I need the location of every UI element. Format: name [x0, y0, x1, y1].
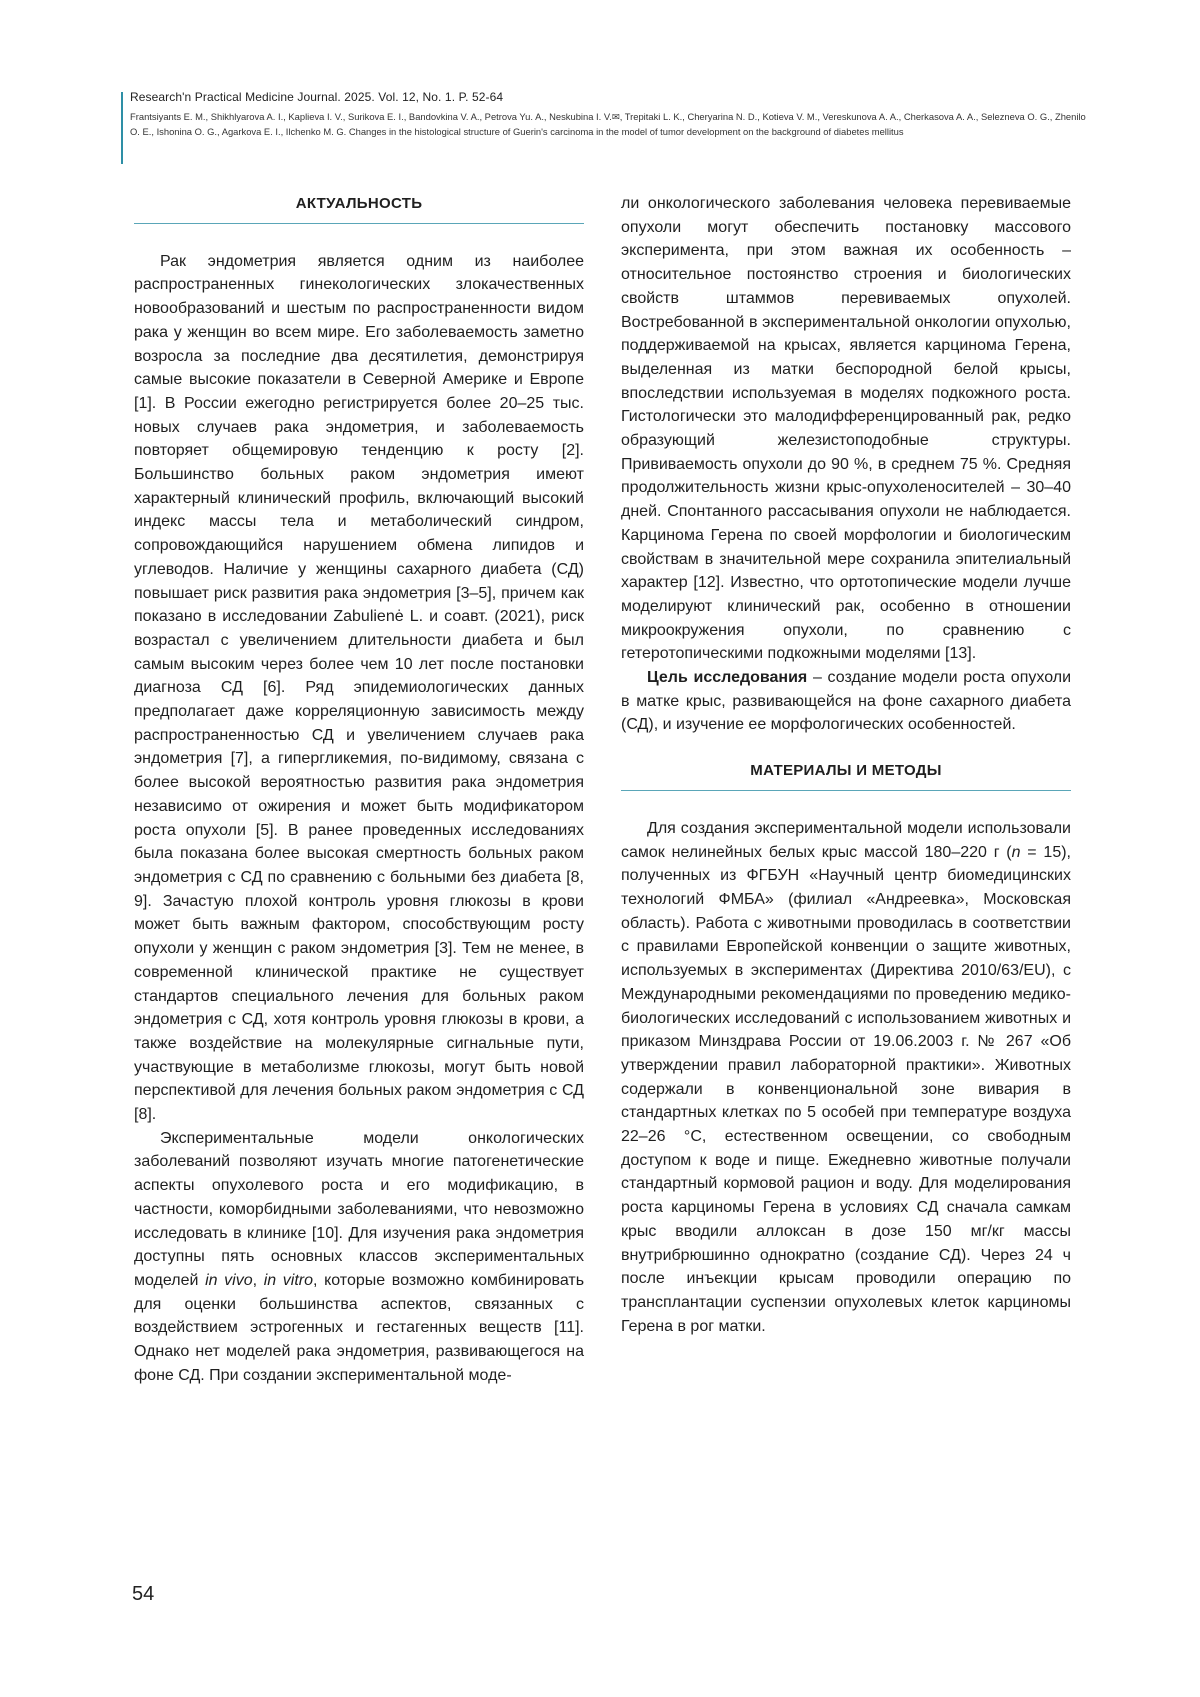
article-citation: Frantsiyants E. M., Shikhlyarova A. I., Kaplieva I. V., Surikova E. I., Bandovkina V. A., Petrova Yu. A., Neskubina I. V.✉, Trepitaki L. K., Cheryarina N. D., Kotieva V. M., Vereskunova A. A., Cherkasova A. A., Selezneva O. G., Zhenilo O. E., Ishonina O. G., Agarkova E. I., Ilchenko M. G. Changes in the histological structure of Guerin's carcinoma in the model of tumor development on the background of diabetes mellitus — [130, 111, 1086, 137]
aim-label: Цель исследования — [647, 669, 808, 687]
right-column — [621, 192, 1071, 1338]
italic-term: n — [1011, 843, 1021, 861]
text-run: = 15), полученных из ФГБУН «Научный центр биомедицинских технологий ФМБА» (филиал «Андреевка», Московская область). Работа с животными проводилась в соответствии с правилами Европейской конвенции о защите животных, используемых в экспериментах (Директива 2010/63/EU), с Международными рекомендациями по проведению медико-биологических исследований с использованием животных и приказом Минздрава России от 19.06.2003 г. № 267 «Об утверждении правил лабораторной практики». Животных содержали в конвенциональной зоне вивария в стандартных клетках по 5 особей при температуре воздуха 22–26 °С, естественном освещении, со свободным доступом к воде и пище. Ежедневно животные получали стандартный кормовой рацион и воду. Для моделирования роста карциномы Герена в условиях СД сначала самкам крыс вводили аллоксан в дозе 150 мг/кг массы внутрибрюшинно однократно (создание СД). Через 24 ч после инъекции крысам проводили операцию по трансплантации суспензии опухолевых клеток карциномы Герена в рог матки. — [621, 843, 1071, 1335]
header-accent-bar — [121, 92, 123, 164]
section-title-relevance: АКТУАЛЬНОСТЬ — [134, 192, 584, 224]
aim-text: – создание модели роста опухоли в матке крыс, развивающейся на фоне сахарного диабета (СД), и изучение ее морфологических особенностей. — [621, 669, 1072, 734]
running-header — [130, 90, 1090, 139]
journal-citation: Research'n Practical Medicine Journal. 2025. Vol. 12, No. 1. P. 52-64 — [130, 90, 504, 104]
text-run: , которые возможно комбинировать для оценки большинства аспектов, связанных с воздействием эстрогенных и гестагенных веществ [11]. Однако нет моделей рака эндометрия, развивающегося на фоне СД. При создании экспериментальной моде- — [134, 1271, 585, 1384]
paragraph — [621, 817, 1071, 1338]
page-number: 54 — [132, 1583, 155, 1605]
paragraph: Рак эндометрия является одним из наиболее распространенных гинекологических злокачественных новообразований и шестым по распространенности видом рака у женщин во всем мире. Его заболеваемость заметно возросла за последние два десятилетия, демонстрируя самые высокие показатели в Северной Америке и Европе [1]. В России ежегодно регистрируется более 20–25 тыс. новых случаев рака эндометрия, и заболеваемость повторяет общемировую тенденцию к росту [2]. Большинство больных раком эндометрия имеют характерный клинический профиль, включающий высокий индекс массы тела и метаболический синдром, сопровождающийся нарушением обмена липидов и углеводов. Наличие у женщины сахарного диабета (СД) повышает риск развития рака эндометрия [3–5], причем как показано в исследовании Zabulienė L. и соавт. (2021), риск возрастал с увеличением длительности диабета и был самым высоким через более чем 10 лет после постановки диагноза СД [6]. Ряд эпидемиологических данных предполагает даже корреляционную зависимость между распространенностью СД и увеличением случаев рака эндометрия [7], а гипергликемия, по-видимому, связана с более высокой вероятностью развития рака эндометрия независимо от ожирения и может быть модификатором роста опухоли [5]. В ранее проведенных исследованиях была показана более высокая смертность больных раком эндометрия с СД по сравнению с больными без диабета [8, 9]. Зачастую плохой контроль уровня глюкозы в крови может быть важным фактором, способствующим росту опухоли у женщин с раком эндометрия [3]. Тем не менее, в современной клинической практике не существует стандартов специального лечения для больных раком эндометрия с СД, хотя контроль уровня глюкозы в крови, а также воздействие на молекулярные сигнальные пути, участвующие в метаболизме глюкозы, могут быть новой перспективой для лечения больных раком эндометрия с СД [8]. — [134, 252, 584, 1124]
text-run: Экспериментальные модели онкологических заболеваний позволяют изучать многие патогенетические аспекты опухолевого роста и его модификацию, в частности, коморбидными заболеваниями, что невозможно исследовать в клинике [10]. Для изучения рака эндометрия доступны пять основных классов экспериментальных моделей — [134, 1129, 584, 1289]
left-column — [134, 192, 584, 1387]
italic-term: in vivo — [205, 1271, 253, 1289]
italic-term: in vitro — [263, 1271, 313, 1289]
aim-paragraph — [621, 666, 1071, 737]
text-run: , — [252, 1271, 264, 1289]
paragraph — [134, 1127, 584, 1388]
section-title-methods: МАТЕРИАЛЫ И МЕТОДЫ — [621, 759, 1071, 791]
text-run: Для создания экспериментальной модели использовали самок нелинейных белых крыс массой 180–220 г ( — [621, 819, 1071, 861]
paragraph: ли онкологического заболевания человека перевиваемые опухоли могут обеспечить постановку массового эксперимента, при этом важная их особенность – относительное постоянство строения и биологических свойств штаммов перевиваемых опухолей. Востребованной в экспериментальной онкологии опухолью, поддерживаемой на крысах, является карцинома Герена, выделенная из матки беспородной белой крысы, впоследствии используемая в моделях подкожного роста. Гистологически это малодифференцированный рак, редко образующий железистоподобные структуры. Прививаемость опухоли до 90 %, в среднем 75 %. Средняя продолжительность жизни крыс-опухоленосителей – 30–40 дней. Спонтанного рассасывания опухоли не наблюдается. Карцинома Герена по своей морфологии и биологическим свойствам в значительной мере сохранила эпителиальный характер [12]. Известно, что ортотопические модели лучше моделируют клинический рак, особенно в отношении микроокружения опухоли, по сравнению с гетеротопическими подкожными моделями [13]. — [621, 195, 1071, 663]
